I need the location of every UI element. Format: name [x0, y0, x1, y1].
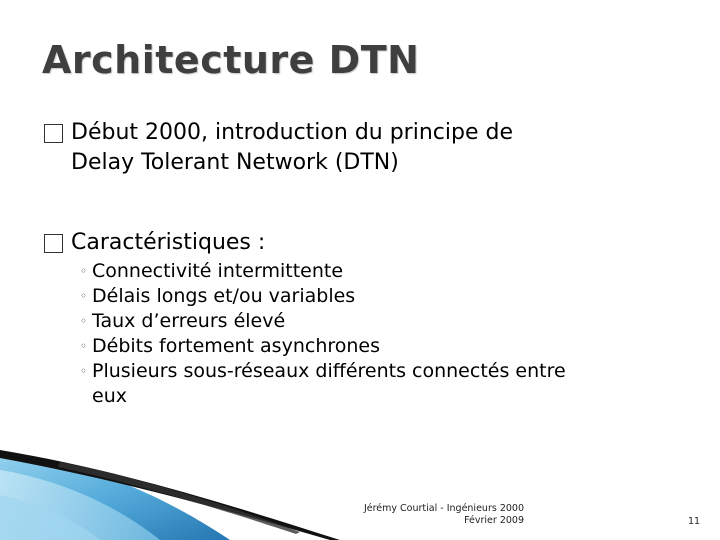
list-item-text: Délais longs et/ou variables	[92, 285, 356, 307]
ring-bullet-icon: ◦	[80, 339, 88, 353]
list-item-text: Connectivité intermittente	[92, 260, 344, 282]
slide-title: Architecture DTN	[42, 38, 420, 82]
ring-bullet-icon: ◦	[80, 364, 88, 378]
list-item-text: Débits fortement asynchrones	[92, 335, 381, 357]
ring-bullet-icon: ◦	[80, 314, 88, 328]
ring-bullet-icon: ◦	[80, 264, 88, 278]
footer-date: Février 2009	[464, 515, 524, 526]
bullet-text-line: Début 2000, introduction du principe de	[71, 120, 513, 145]
page-number: 11	[688, 516, 701, 527]
bullet-text-line: Delay Tolerant Network (DTN)	[71, 150, 399, 175]
list-item-text: Plusieurs sous-réseaux différents connectés entre	[92, 360, 566, 382]
footer-author: Jérémy Courtial - Ingénieurs 2000	[363, 503, 524, 514]
list-item-text: Taux d’erreurs élevé	[92, 310, 286, 332]
footer	[344, 503, 524, 527]
list-item-text: eux	[92, 385, 127, 407]
ring-bullet-icon: ◦	[80, 289, 88, 303]
bullet-text-line: Caractéristiques :	[71, 230, 266, 255]
